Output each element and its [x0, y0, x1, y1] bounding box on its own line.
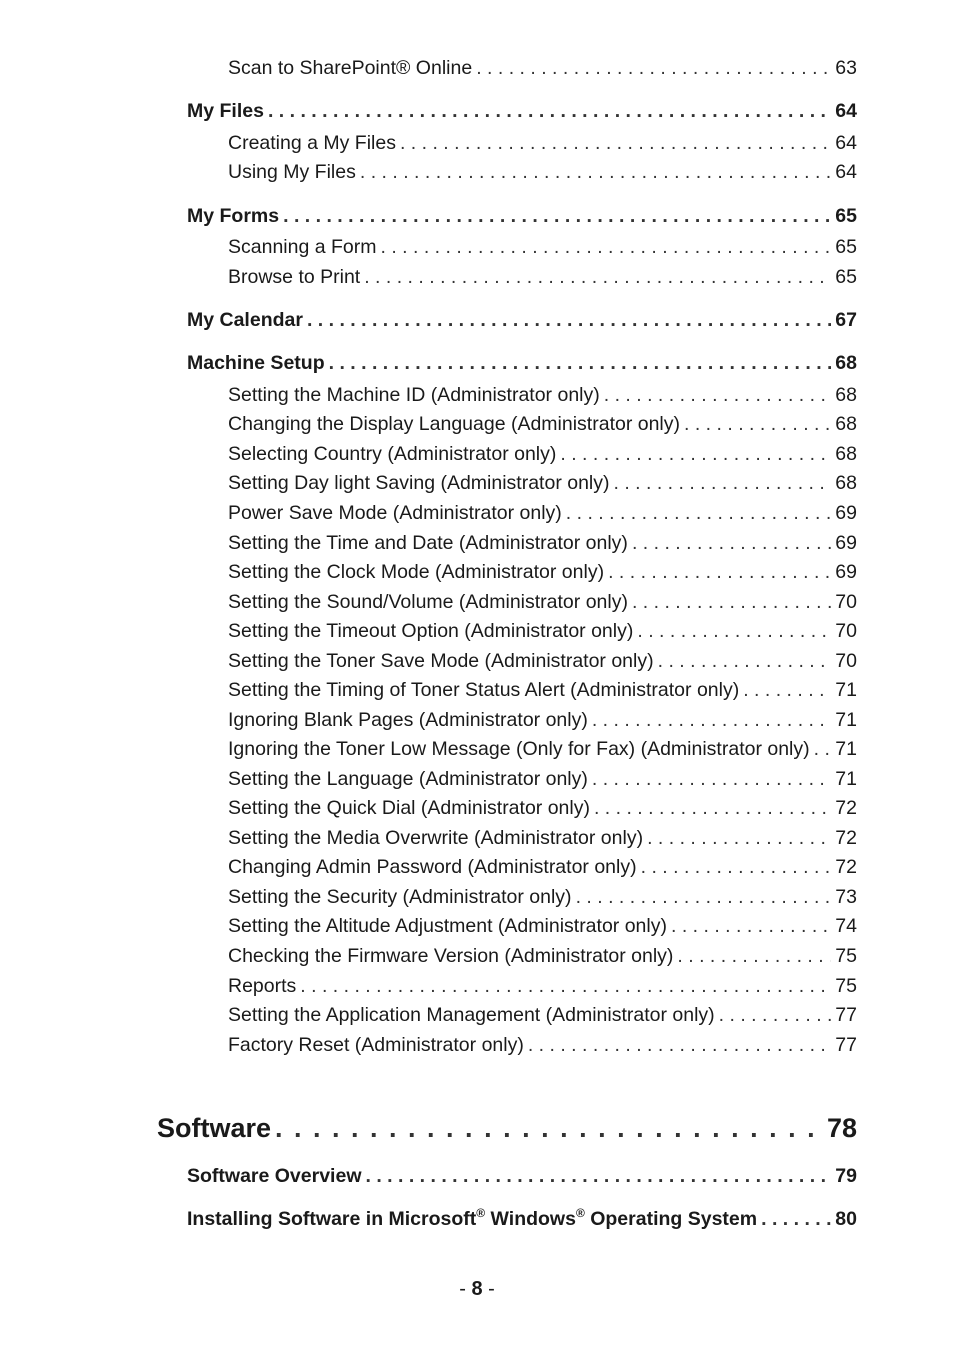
dot-leader: [329, 352, 832, 375]
toc-entry-title: Power Save Mode (Administrator only): [228, 502, 562, 524]
toc-entry-sub[interactable]: [228, 945, 857, 968]
toc-entry-page: 69: [835, 532, 857, 554]
toc-entry-title: Setting the Application Management (Administrator only): [228, 1004, 715, 1026]
toc-entry-title: Changing the Display Language (Administrator only): [228, 413, 681, 435]
toc-entry-page: 70: [835, 591, 857, 613]
toc-entry-sub[interactable]: [228, 975, 857, 998]
toc-entry-sub[interactable]: [228, 502, 857, 525]
toc-entry-title: Setting the Language (Administrator only): [228, 768, 588, 790]
toc-entry-page: 78: [826, 1113, 857, 1143]
toc-entry-title: Setting the Clock Mode (Administrator only): [228, 561, 605, 583]
toc-entry-page: 65: [835, 205, 857, 227]
toc-entry-title: Setting the Quick Dial (Administrator only): [228, 797, 590, 819]
toc-entry-page: 65: [835, 266, 857, 288]
toc-entry-page: 64: [835, 161, 857, 183]
dot-leader: [476, 57, 831, 80]
dot-leader: [307, 309, 831, 332]
toc-entry-page: 71: [835, 679, 857, 701]
dot-leader: [528, 1034, 831, 1057]
toc-entry-sub[interactable]: [228, 679, 857, 702]
toc-entry-sub[interactable]: [228, 709, 857, 732]
toc-entry-title: My Files: [187, 100, 264, 122]
dot-leader: [614, 472, 832, 495]
toc-entry-title: Setting the Time and Date (Administrator only): [228, 532, 628, 554]
toc-entry-title: Scanning a Form: [228, 236, 377, 258]
toc-entry-page: 68: [835, 352, 857, 374]
toc-entry-sub[interactable]: [228, 591, 857, 614]
dot-leader: [400, 132, 831, 155]
toc-entry-title: Setting the Machine ID (Administrator only): [228, 384, 600, 406]
dot-leader: [743, 679, 831, 702]
toc-entry-title: Machine Setup: [187, 352, 325, 374]
toc-entry-page: 68: [835, 413, 857, 435]
toc-entry-chap[interactable]: [157, 1113, 857, 1144]
toc-entry-title: Setting the Timing of Toner Status Alert (Administrator only): [228, 679, 740, 701]
toc-entry-page: 77: [835, 1004, 857, 1026]
toc-entry-sub[interactable]: [228, 266, 857, 289]
toc-entry-title: Reports: [228, 975, 297, 997]
toc-entry-sub[interactable]: [228, 472, 857, 495]
toc-entry-title: Installing Software in Microsoft® Windows® Operating System: [187, 1208, 758, 1230]
toc-entry-page: 72: [835, 856, 857, 878]
toc-entry-sec[interactable]: [187, 1165, 857, 1188]
toc-entry-page: 68: [835, 384, 857, 406]
toc-entry-title: Setting the Media Overwrite (Administrator only): [228, 827, 644, 849]
dot-leader: [275, 1113, 823, 1144]
dot-leader: [814, 738, 832, 761]
toc-entry-title: Ignoring Blank Pages (Administrator only): [228, 709, 588, 731]
dot-leader: [677, 945, 831, 968]
dot-leader: [632, 591, 831, 614]
toc-entry-sub[interactable]: [228, 57, 857, 80]
toc-entry-sub[interactable]: [228, 236, 857, 259]
page-number: 8: [471, 1278, 483, 1300]
toc-entry-title: Creating a My Files: [228, 132, 396, 154]
toc-entry-sub[interactable]: [228, 132, 857, 155]
toc-entry-sub[interactable]: [228, 532, 857, 555]
toc-entry-page: 68: [835, 472, 857, 494]
toc-entry-sub[interactable]: [228, 620, 857, 643]
toc-entry-title: Changing Admin Password (Administrator only): [228, 856, 637, 878]
toc-entry-page: 67: [835, 309, 857, 331]
toc-entry-sub[interactable]: [228, 827, 857, 850]
toc-entry-page: 79: [835, 1165, 857, 1187]
toc-entry-page: 70: [835, 620, 857, 642]
toc-entry-sub[interactable]: [228, 915, 857, 938]
dot-leader: [283, 205, 831, 228]
toc-entry-sub[interactable]: [228, 443, 857, 466]
toc-entry-page: 72: [835, 797, 857, 819]
dot-leader: [632, 532, 831, 555]
dot-leader: [576, 886, 832, 909]
dot-leader: [381, 236, 832, 259]
toc-entry-title: Browse to Print: [228, 266, 361, 288]
toc-entry-sub[interactable]: [228, 413, 857, 436]
toc-entry-title: Ignoring the Toner Low Message (Only for Fax) (Administrator only): [228, 738, 810, 760]
toc-entry-sec[interactable]: [187, 205, 857, 228]
dot-leader: [360, 161, 831, 184]
toc-entry-sec[interactable]: [187, 309, 857, 332]
dot-leader: [592, 709, 831, 732]
toc-entry-page: 74: [835, 915, 857, 937]
toc-entry-page: 75: [835, 945, 857, 967]
toc-entry-title: Setting the Altitude Adjustment (Administrator only): [228, 915, 667, 937]
toc-entry-page: 64: [835, 132, 857, 154]
dot-leader: [637, 620, 831, 643]
toc-entry-title: My Forms: [187, 205, 280, 227]
toc-entry-page: 71: [835, 709, 857, 731]
toc-entry-page: 63: [835, 57, 857, 79]
dot-leader: [604, 384, 832, 407]
toc-entry-page: 69: [835, 561, 857, 583]
dot-leader: [566, 502, 832, 525]
toc-entry-title: Scan to SharePoint® Online: [228, 57, 473, 79]
toc-entry-sub[interactable]: [228, 650, 857, 673]
toc-entry-page: 71: [835, 738, 857, 760]
toc-entry-title: My Calendar: [187, 309, 303, 331]
toc-entry-sub[interactable]: [228, 1004, 857, 1027]
toc-entry-sub[interactable]: [228, 161, 857, 184]
dot-leader: [719, 1004, 832, 1027]
toc-entry-sub[interactable]: [228, 384, 857, 407]
toc-entry-sec[interactable]: [187, 352, 857, 375]
toc-entry-title: Checking the Firmware Version (Administrator only): [228, 945, 674, 967]
toc-entry-page: 65: [835, 236, 857, 258]
dot-leader: [647, 827, 831, 850]
toc-entry-title: Setting the Timeout Option (Administrator only): [228, 620, 634, 642]
dot-leader: [560, 443, 831, 466]
dot-leader: [366, 1165, 832, 1188]
toc-entry-sub[interactable]: [228, 768, 857, 791]
toc-entry-sub[interactable]: [228, 886, 857, 909]
toc-entry-title: Factory Reset (Administrator only): [228, 1034, 524, 1056]
toc-entry-page: 75: [835, 975, 857, 997]
toc-entry-sub[interactable]: [228, 797, 857, 820]
toc-entry-title: Using My Files: [228, 161, 356, 183]
dot-leader: [608, 561, 831, 584]
toc-entry-title: Setting the Sound/Volume (Administrator only): [228, 591, 628, 613]
page-footer: - 8 -: [459, 1278, 495, 1300]
dot-leader: [300, 975, 831, 998]
dot-leader: [684, 413, 831, 436]
dot-leader: [364, 266, 831, 289]
toc-entry-sub[interactable]: [228, 561, 857, 584]
dot-leader: [671, 915, 831, 938]
toc-entry-page: 71: [835, 768, 857, 790]
toc-entry-page: 80: [835, 1208, 857, 1230]
toc-entry-page: 68: [835, 443, 857, 465]
toc-entry-title: Software Overview: [187, 1165, 362, 1187]
dot-leader: [594, 797, 831, 820]
dot-leader: [761, 1208, 831, 1231]
toc-entry-title: Selecting Country (Administrator only): [228, 443, 557, 465]
toc-entry-sec[interactable]: [187, 100, 857, 123]
dot-leader: [658, 650, 832, 673]
toc-entry-page: 69: [835, 502, 857, 524]
toc-entry-sub[interactable]: [228, 738, 857, 761]
toc-entry-title: Software: [157, 1113, 272, 1143]
toc-entry-sub[interactable]: [228, 1034, 857, 1057]
toc-entry-page: 77: [835, 1034, 857, 1056]
dot-leader: [592, 768, 831, 791]
toc-entry-page: 72: [835, 827, 857, 849]
toc-entry-page: 73: [835, 886, 857, 908]
toc-entry-sub[interactable]: [228, 856, 857, 879]
toc-entry-title: Setting the Security (Administrator only): [228, 886, 572, 908]
toc-entry-title: Setting the Toner Save Mode (Administrator only): [228, 650, 654, 672]
toc-entry-title: Setting Day light Saving (Administrator only): [228, 472, 610, 494]
toc-entry-page: 70: [835, 650, 857, 672]
toc-entry-page: 64: [835, 100, 857, 122]
dot-leader: [268, 100, 831, 123]
toc-entry-installing-software[interactable]: [187, 1208, 857, 1231]
dot-leader: [641, 856, 832, 879]
